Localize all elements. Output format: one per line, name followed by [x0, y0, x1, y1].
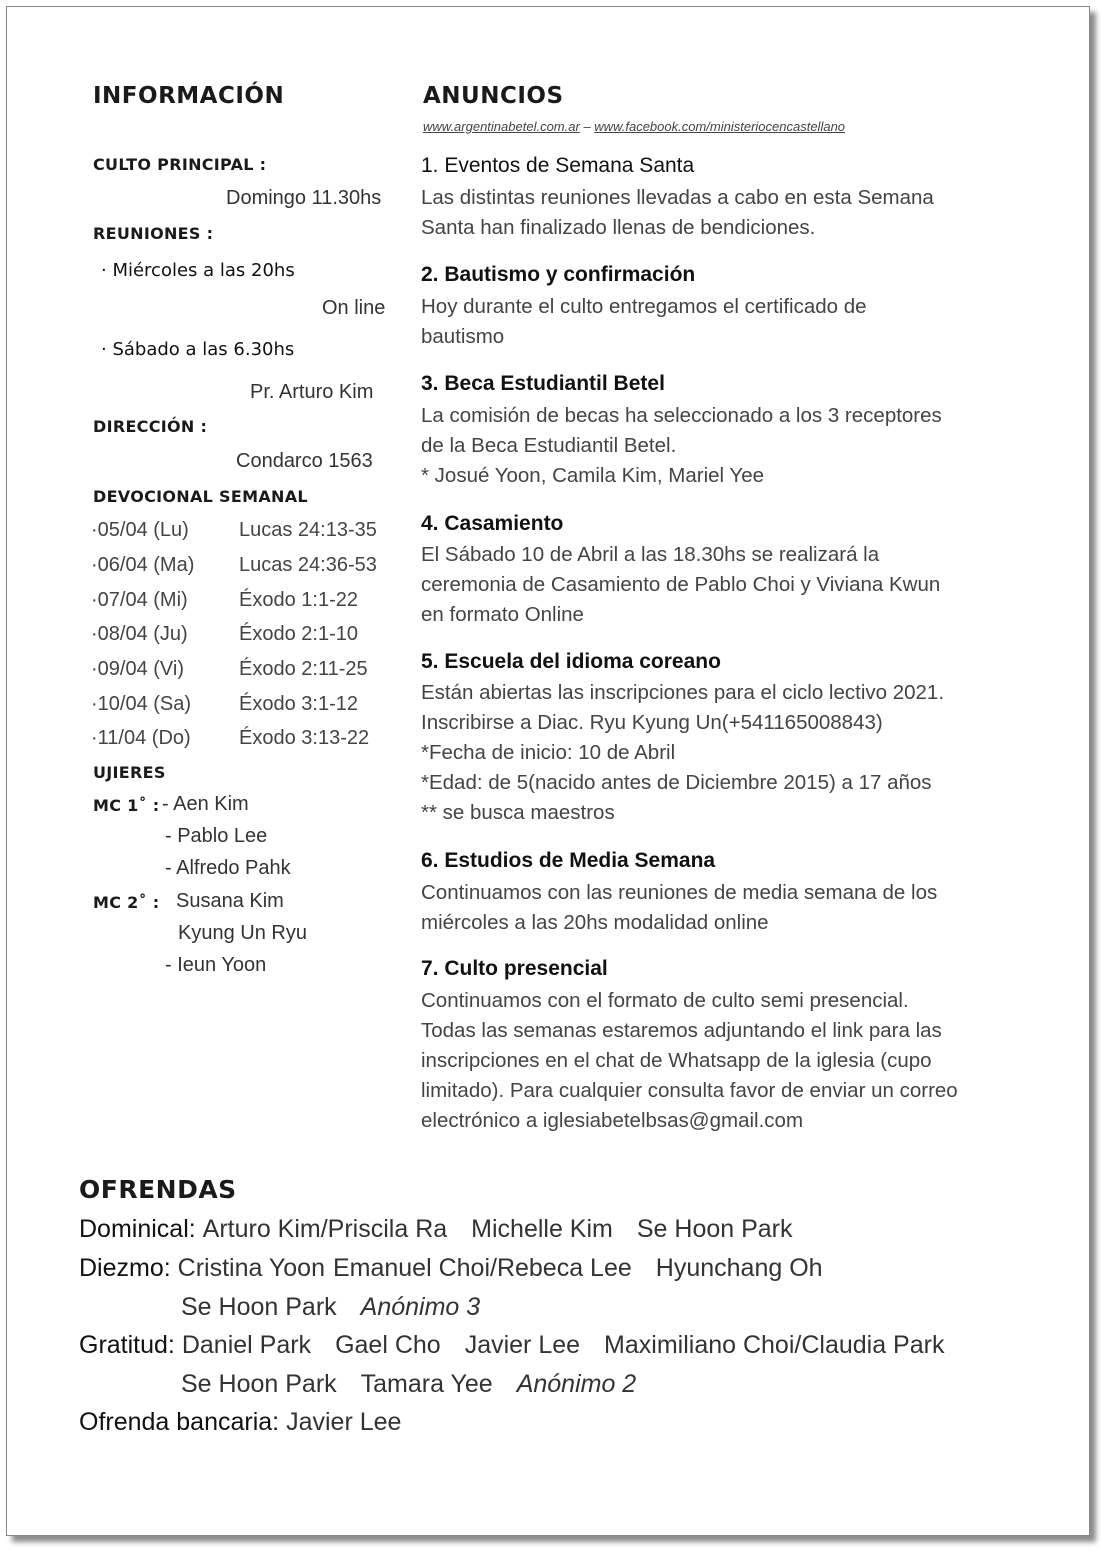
donor: Michelle Kim: [471, 1215, 613, 1243]
bancaria-label: Ofrenda bancaria:: [79, 1408, 280, 1436]
announcement-title: 3. Beca Estudiantil Betel: [421, 372, 665, 395]
devocional-ref: Éxodo 2:11-25: [239, 658, 368, 680]
announcement-line: bautismo: [421, 325, 505, 348]
dominical-label: Dominical:: [79, 1215, 196, 1243]
mc1-member: - Pablo Lee: [165, 825, 268, 847]
mc1-member: - Alfredo Pahk: [165, 857, 291, 879]
announcement-line: Inscribirse a Diac. Ryu Kyung Un(+541165008843): [421, 711, 883, 734]
announcement-line: electrónico a iglesiabetelbsas@gmail.com: [421, 1109, 804, 1132]
donor: Maximiliano Choi/Claudia Park: [604, 1331, 945, 1359]
reunion-sabado-detail: Pr. Arturo Kim: [250, 381, 374, 403]
announcement-line: Están abiertas las inscripciones para el ciclo lectivo 2021.: [421, 681, 945, 704]
announcement-line: de la Beca Estudiantil Betel.: [421, 434, 677, 457]
announcement-title: 5. Escuela del idioma coreano: [421, 650, 721, 673]
devocional-ref: Lucas 24:36-53: [239, 554, 377, 576]
donor: Se Hoon Park: [181, 1370, 337, 1398]
announcement-line: *Fecha de inicio: 10 de Abril: [421, 741, 676, 764]
donor: Gael Cho: [335, 1331, 441, 1359]
announcement-line: miércoles a las 20hs modalidad online: [421, 911, 769, 934]
reunion-sabado: · Sábado a las 6.30hs: [101, 339, 295, 360]
bulletin-page: [6, 6, 1090, 1536]
announcement-line: *Edad: de 5(nacido antes de Diciembre 2015) a 17 años: [421, 771, 932, 794]
link-separator: –: [583, 119, 591, 134]
donor: Emanuel Choi/Rebeca Lee: [332, 1254, 632, 1282]
announcement-title: 7. Culto presencial: [421, 957, 608, 980]
reunion-miercoles: · Miércoles a las 20hs: [101, 260, 295, 281]
devocional-date: ·05/04 (Lu): [91, 519, 189, 541]
website-link[interactable]: www.argentinabetel.com.ar: [423, 119, 580, 134]
announcement-line: La comisión de becas ha seleccionado a los 3 receptores: [421, 404, 942, 427]
reuniones-label: REUNIONES :: [93, 224, 214, 243]
devocional-label: DEVOCIONAL SEMANAL: [93, 487, 308, 506]
ofrenda-gratitud-cont: [181, 1370, 636, 1399]
devocional-date: ·09/04 (Vi): [91, 658, 185, 680]
donor: Se Hoon Park: [181, 1293, 337, 1321]
mc2-member: Kyung Un Ryu: [178, 922, 307, 944]
ofrenda-diezmo-cont: [181, 1293, 480, 1322]
announcement-line: en formato Online: [421, 603, 584, 626]
gratitud-label: Gratitud:: [79, 1331, 175, 1359]
announcement-title: 4. Casamiento: [421, 512, 564, 535]
donor: Arturo Kim/Priscila Ra: [202, 1215, 448, 1243]
ofrenda-bancaria: [79, 1408, 401, 1437]
mc1-label: MC 1˚ :: [93, 796, 160, 815]
culto-label: CULTO PRINCIPAL :: [93, 155, 267, 174]
devocional-ref: Éxodo 3:1-12: [239, 693, 358, 715]
ofrenda-gratitud: [79, 1331, 944, 1360]
announcement-line: Todas las semanas estaremos adjuntando el link para las: [421, 1019, 942, 1042]
announcement-line: inscripciones en el chat de Whatsapp de la iglesia (cupo: [421, 1049, 932, 1072]
announcement-line: * Josué Yoon, Camila Kim, Mariel Yee: [421, 464, 765, 487]
donor: Cristina Yoon: [177, 1254, 325, 1282]
announcement-body: [421, 292, 1041, 352]
devocional-date: ·11/04 (Do): [91, 727, 191, 749]
donor: Se Hoon Park: [636, 1215, 793, 1243]
anuncios-heading: ANUNCIOS: [423, 83, 564, 109]
announcement-line: limitado). Para cualquier consulta favor de enviar un correo: [421, 1079, 958, 1102]
announcement-line: ** se busca maestros: [421, 801, 615, 824]
donor: Javier Lee: [286, 1408, 402, 1436]
mc2-label: MC 2˚ :: [93, 893, 160, 912]
announcement-line: El Sábado 10 de Abril a las 18.30hs se realizará la: [421, 543, 880, 566]
devocional-date: ·08/04 (Ju): [91, 623, 188, 645]
announcement-body: [421, 183, 1041, 243]
ofrenda-diezmo: [79, 1254, 847, 1283]
links-line: [423, 119, 845, 134]
devocional-date: ·07/04 (Mi): [91, 589, 188, 611]
announcement-body: [421, 678, 1041, 828]
mc2-member: - Ieun Yoon: [165, 954, 267, 976]
ofrendas-heading: OFRENDAS: [79, 1175, 237, 1204]
diezmo-label: Diezmo:: [79, 1254, 171, 1282]
donor-anonymous: Anónimo 3: [360, 1293, 481, 1321]
announcement-line: Santa han finalizado llenas de bendiciones.: [421, 216, 816, 239]
ofrenda-dominical: [79, 1215, 817, 1244]
donor: Javier Lee: [464, 1331, 581, 1359]
donor: Tamara Yee: [360, 1370, 493, 1398]
announcement-title: 6. Estudios de Media Semana: [421, 849, 716, 872]
announcement-body: [421, 540, 1041, 630]
announcement-body: [421, 986, 1041, 1136]
announcement-title: 1. Eventos de Semana Santa: [421, 154, 695, 177]
info-heading: INFORMACIÓN: [93, 83, 285, 109]
devocional-ref: Éxodo 2:1-10: [239, 623, 358, 645]
ujieres-label: UJIERES: [93, 763, 166, 782]
announcement-body: [421, 878, 1041, 938]
facebook-link[interactable]: www.facebook.com/ministeriocencastellano: [594, 119, 846, 134]
announcement-line: Continuamos con el formato de culto semi presencial.: [421, 989, 909, 1012]
announcement-line: Hoy durante el culto entregamos el certificado de: [421, 295, 867, 318]
mc1-member: - Aen Kim: [162, 793, 249, 815]
announcement-line: Continuamos con las reuniones de media semana de los: [421, 881, 938, 904]
devocional-date: ·06/04 (Ma): [91, 554, 195, 576]
announcement-title: 2. Bautismo y confirmación: [421, 263, 696, 286]
direccion-label: DIRECCIÓN :: [93, 417, 208, 436]
direccion-value: Condarco 1563: [236, 450, 373, 472]
announcement-line: ceremonia de Casamiento de Pablo Choi y Viviana Kwun: [421, 573, 941, 596]
donor: Hyunchang Oh: [655, 1254, 823, 1282]
culto-value: Domingo 11.30hs: [226, 187, 382, 209]
mc2-member: Susana Kim: [176, 890, 284, 912]
devocional-ref: Éxodo 3:13-22: [239, 727, 370, 749]
announcement-body: [421, 401, 1041, 491]
donor-anonymous: Anónimo 2: [516, 1370, 637, 1398]
reunion-miercoles-detail: On line: [322, 297, 386, 319]
donor: Daniel Park: [181, 1331, 312, 1359]
announcement-line: Las distintas reuniones llevadas a cabo en esta Semana: [421, 186, 934, 209]
devocional-ref: Lucas 24:13-35: [239, 519, 377, 541]
devocional-date: ·10/04 (Sa): [91, 693, 192, 715]
devocional-ref: Éxodo 1:1-22: [239, 589, 358, 611]
